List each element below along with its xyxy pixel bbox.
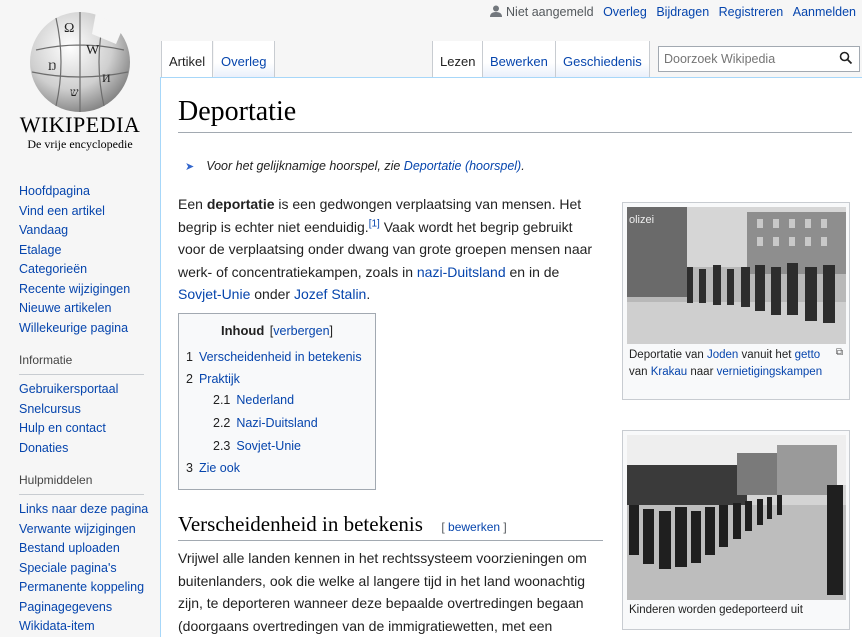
sidebar-item-info-2[interactable]: Hulp en contact (19, 421, 106, 435)
sidebar-heading-hulpmiddelen: Hulpmiddelen (19, 473, 93, 487)
caption-text: Deportatie van (629, 349, 707, 361)
personal-tools (490, 5, 856, 19)
link-sovjet-unie[interactable]: Sovjet-Unie (178, 286, 251, 302)
thumbnail-caption: Kinderen worden gedeporteerd uit (629, 604, 803, 616)
toc-title: Inhoud [verbergen] (220, 323, 334, 338)
svg-text:ש: ש (70, 85, 79, 99)
hatnote (185, 159, 525, 173)
caption-link-joden[interactable]: Joden (707, 349, 739, 361)
svg-text:И: И (102, 71, 111, 85)
toc-item[interactable] (213, 416, 318, 430)
toc-number: 2.2 (213, 416, 231, 430)
tab-edit[interactable]: Bewerken (483, 41, 556, 77)
toc-link[interactable]: Nazi-Duitsland (236, 416, 318, 430)
talk-link[interactable]: Overleg (603, 5, 647, 19)
sidebar-item-nav-5[interactable]: Recente wijzigingen (19, 281, 131, 296)
sidebar-information (0, 380, 160, 458)
content-area (160, 77, 862, 637)
section-edit-link[interactable]: bewerken (448, 520, 501, 534)
toc-number: 1 (186, 350, 193, 364)
page-title: Deportatie (178, 96, 852, 133)
sidebar-item-nav-3[interactable]: Etalage (19, 242, 62, 257)
sidebar-heading-informatie: Informatie (19, 353, 73, 367)
intro-text: en in de (505, 263, 560, 280)
sidebar-item-tools-2[interactable]: Bestand uploaden (19, 541, 120, 555)
toc-link[interactable]: Verscheidenheid in betekenis (198, 350, 362, 364)
caption-text: naar (687, 366, 717, 378)
toc-link[interactable]: Zie ook (198, 461, 240, 475)
link-jozef-stalin[interactable]: Jozef Stalin (293, 286, 367, 302)
sidebar-item-nav-2[interactable]: Vandaag (19, 223, 69, 237)
search-box (658, 46, 860, 72)
caption-text: van (629, 366, 651, 378)
toc-heading: Inhoud (220, 323, 265, 338)
svg-text:W: W (86, 43, 100, 58)
sidebar-item-nav-7[interactable]: Willekeurige pagina (19, 320, 129, 335)
sidebar-item-tools-6[interactable]: Wikidata-item (19, 619, 95, 633)
toc-item[interactable] (213, 439, 301, 453)
thumbnail-caption (629, 347, 825, 381)
toc-item[interactable] (186, 461, 240, 475)
svg-text:Ŋ: Ŋ (48, 59, 57, 73)
sidebar (0, 178, 160, 637)
sidebar-item-tools-4[interactable]: Permanente koppeling (19, 580, 145, 594)
register-link[interactable]: Registreren (718, 5, 784, 19)
sidebar-item-nav-6[interactable]: Nieuwe artikelen (19, 301, 112, 315)
tab-history[interactable]: Geschiedenis (556, 41, 650, 77)
hatnote-arrow-icon: ➤ (185, 161, 195, 173)
intro-text: . (366, 286, 371, 302)
sidebar-navigation (0, 182, 160, 338)
sidebar-item-info-1[interactable]: Snelcursus (19, 401, 81, 416)
intro-text: is een gedwongen verplaatsing van mensen. Het begrip is echter niet eenduidig. (178, 196, 582, 235)
toc-item[interactable] (186, 350, 362, 364)
enlarge-icon[interactable]: ⧉ (835, 347, 843, 358)
hatnote-text: Voor het gelijknamige hoorspel, zie (206, 159, 404, 173)
photo-sign-text: olizei (629, 214, 655, 226)
toc-link[interactable]: Praktijk (198, 372, 240, 386)
toc-number: 2 (186, 372, 193, 386)
caption-link-vernietigingskampen[interactable]: vernietigingskampen (716, 366, 823, 378)
tab-talk[interactable]: Overleg (214, 41, 275, 77)
sidebar-item-tools-1[interactable]: Verwante wijzigingen (19, 521, 136, 536)
puzzle-globe-icon (26, 10, 134, 114)
intro-text: Vaak wordt het begrip gebruikt voor de verplaatsing onder dwang van grote groepen mensen naar werk- of concentratiekampen, zoals in (178, 218, 593, 280)
table-of-contents (178, 313, 376, 490)
user-icon (490, 5, 502, 17)
thumbnail-deportation-krakow (622, 202, 850, 400)
thumbnail-children-deported (622, 430, 850, 630)
tab-article[interactable]: Artikel (161, 41, 213, 77)
login-link[interactable]: Aanmelden (792, 5, 856, 19)
contributions-link[interactable]: Bijdragen (656, 5, 710, 19)
sidebar-item-info-3[interactable]: Donaties (19, 440, 69, 455)
search-input[interactable] (659, 47, 834, 71)
photo-illustration (627, 435, 846, 600)
caption-text: vanuit het (738, 349, 795, 361)
search-icon[interactable] (839, 51, 853, 65)
caption-link-krakau[interactable]: Krakau (650, 366, 688, 378)
photo-children-deported[interactable] (627, 435, 846, 600)
sidebar-item-nav-1[interactable]: Vind een artikel (19, 203, 105, 218)
section-paragraph: Vrijwel alle landen kennen in het rechtssysteem voorzieningen om buitenlanders, ook die welke al langere tijd in het land woonachtig zijn, te deporteren wanneer deze bepaalde overtredingen begaan (doorgaans overtredingen van de immigratiewetten, met een (178, 550, 587, 634)
toc-link[interactable]: Nederland (236, 393, 295, 407)
svg-text:Ω: Ω (64, 21, 75, 36)
link-nazi-duitsland[interactable]: nazi-Duitsland (416, 263, 506, 280)
sidebar-divider (19, 494, 144, 495)
photo-illustration (627, 207, 846, 344)
sidebar-item-tools-3[interactable]: Speciale pagina's (19, 560, 117, 575)
sidebar-item-nav-0[interactable]: Hoofdpagina (19, 184, 90, 198)
sidebar-item-nav-4[interactable]: Categorieën (19, 262, 88, 276)
toc-toggle-link[interactable]: verbergen (273, 324, 330, 338)
intro-paragraph (178, 193, 603, 306)
section-title: Verscheidenheid in betekenis (178, 512, 423, 536)
hatnote-suffix: . (521, 159, 525, 173)
intro-text: Een (178, 196, 207, 212)
toc-number: 2.3 (213, 439, 231, 453)
toc-link[interactable]: Sovjet-Unie (236, 439, 302, 453)
toc-number: 3 (186, 461, 193, 475)
tab-read[interactable]: Lezen (432, 41, 483, 77)
toc-number: 2.1 (213, 393, 231, 407)
sidebar-item-tools-5[interactable]: Paginagegevens (19, 599, 113, 614)
not-logged-in-label: Niet aangemeld (506, 5, 594, 19)
section-heading (178, 512, 603, 541)
sidebar-item-info-0[interactable]: Gebruikersportaal (19, 382, 119, 396)
toc-item[interactable] (213, 393, 294, 407)
intro-bold-term: deportatie (206, 196, 275, 212)
section-edit: [ bewerken ] (441, 520, 507, 534)
reference-link[interactable]: [1] (368, 217, 380, 229)
wordmark: WIKIPEDIA (19, 112, 141, 137)
hatnote-link[interactable]: Deportatie (hoorspel) (403, 159, 522, 173)
sidebar-tools (0, 500, 160, 637)
intro-text: onder (250, 286, 294, 302)
sidebar-item-tools-0[interactable]: Links naar deze pagina (19, 502, 149, 516)
sidebar-divider (19, 374, 144, 375)
toc-item[interactable] (186, 372, 240, 386)
wikipedia-logo[interactable] (0, 0, 160, 160)
caption-link-getto[interactable]: getto (794, 349, 821, 361)
tagline: De vrije encyclopedie (27, 137, 133, 151)
photo-deportation-krakow[interactable] (627, 207, 846, 344)
